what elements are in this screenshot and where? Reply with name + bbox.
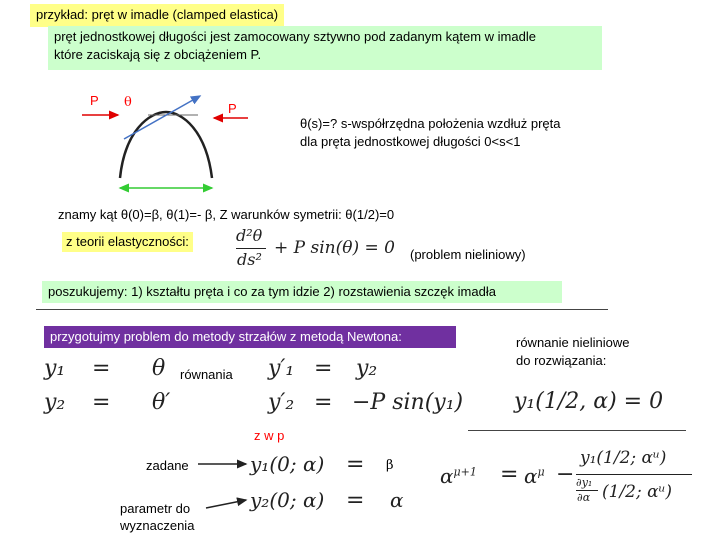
param-label-line-1: parametr do <box>120 501 191 516</box>
force-label-left: P <box>90 93 99 108</box>
ic2-lhs: y₂(0; α) <box>250 488 325 512</box>
theta-def-line-2: dla pręta jednostkowej długości 0<s<1 <box>300 134 521 149</box>
eq-y1-lhs: y₁ <box>44 356 66 381</box>
newton-minus: − <box>556 462 575 487</box>
newton-lhs-base: α <box>440 464 454 488</box>
nonlinear-equation: y₁(1/2, α) = 0 <box>514 389 664 414</box>
method-text: przygotujmy problem do metody strzałów z metodą Newtona: <box>50 329 402 344</box>
newton-lhs-sup: μ+1 <box>453 465 477 479</box>
intro-line-1: pręt jednostkowej długości jest zamocowany sztywno pod zadanym kątem w imadle <box>54 29 536 44</box>
newton-formula <box>440 448 700 518</box>
newton-lhs <box>440 464 477 488</box>
nonlinear-eq-line-1: równanie nieliniowe <box>516 335 630 350</box>
newton-den-bottom: ∂α <box>577 491 591 504</box>
given-label: zadane <box>146 458 189 473</box>
param-label-line-2: wyznaczenia <box>120 518 195 533</box>
initial-conditions-label: z w p <box>254 428 285 443</box>
newton-denominator <box>576 476 696 516</box>
ode1-eq: = <box>314 356 333 381</box>
nonlinear-eq-line-2: do rozwiązania: <box>516 353 607 368</box>
ode-rest: + P sin(θ) = 0 <box>274 238 395 258</box>
intro-line-2: które zaciskają się z obciążeniem P. <box>54 47 262 62</box>
ode2-rhs: −P sin(y₁) <box>352 390 464 415</box>
title-text: przykład: pręt w imadle (clamped elastica) <box>36 7 279 22</box>
eq-y1-eq: = <box>92 356 111 381</box>
newton-den-top: ∂y₁ <box>576 476 593 489</box>
eq-y2-eq: = <box>92 390 111 415</box>
param-arrow <box>206 500 246 508</box>
eq-y2-lhs: y₂ <box>44 390 66 415</box>
force-label-right: P <box>228 101 237 116</box>
ic2-rhs: α <box>390 488 404 512</box>
ode1-lhs: y′₁ <box>268 356 295 381</box>
ode-fraction-den: ds² <box>237 250 262 269</box>
ode2-lhs: y′₂ <box>268 390 295 415</box>
ode2-eq: = <box>314 390 333 415</box>
nonlinear-note: (problem nieliniowy) <box>410 247 526 262</box>
ic1-lhs: y₁(0; α) <box>250 452 325 476</box>
ode-fraction-num: d²θ <box>236 226 263 245</box>
ode1-rhs: y₂ <box>356 356 378 381</box>
newton-eq: = <box>500 462 519 487</box>
newton-alpha-base: α <box>524 464 538 488</box>
ic1-rhs: β <box>386 458 394 473</box>
ic1-eq: = <box>346 452 365 477</box>
newton-numerator: y₁(1/2; αᵘ) <box>580 448 667 468</box>
search-text: poszukujemy: 1) kształtu pręta i co za tym idzie 2) rozstawienia szczęk imadła <box>48 284 496 299</box>
newton-fraction-bar <box>576 474 692 475</box>
angle-label: θ <box>124 95 132 110</box>
newton-den-tail: (1/2; αᵘ) <box>602 482 673 502</box>
known-angle-text: znamy kąt θ(0)=β, θ(1)=- β, Z warunków symetrii: θ(1/2)=0 <box>58 207 395 222</box>
eq-y1-rhs: θ <box>152 356 166 381</box>
eq-y2-rhs: θ′ <box>152 390 171 415</box>
elasticity-label: z teorii elastyczności: <box>66 234 189 249</box>
theta-def-line-1: θ(s)=? s-współrzędna położenia wzdłuż pręta <box>300 116 561 131</box>
ic2-eq: = <box>346 488 365 513</box>
newton-alpha-sup: μ <box>537 465 545 479</box>
equations-label: równania <box>180 367 233 382</box>
newton-alpha <box>524 464 545 488</box>
